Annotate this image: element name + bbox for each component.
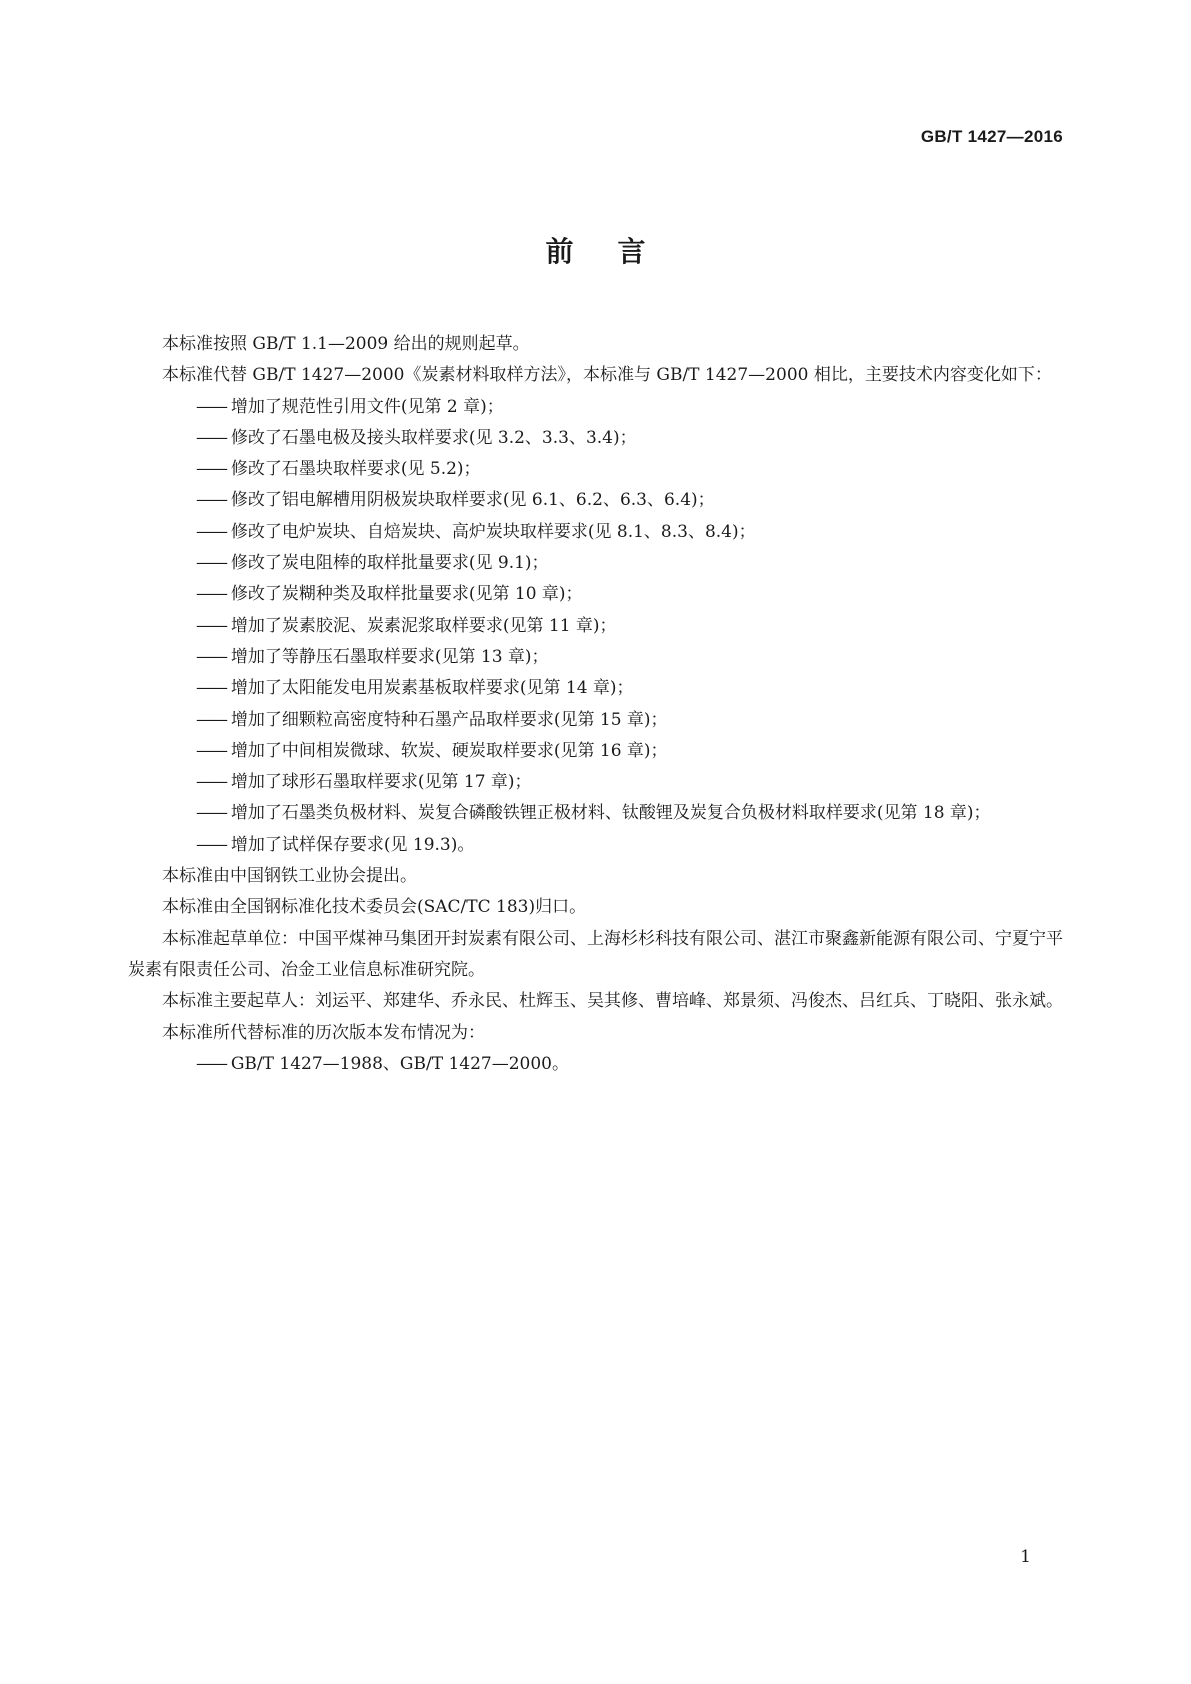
paragraph-drafting-rules: 本标准按照 GB/T 1.1—2009 给出的规则起草。 — [162, 334, 530, 354]
list-item — [128, 705, 1063, 736]
list-item — [128, 454, 1063, 485]
list-item-text: 增加了试样保存要求(见 19.3)。 — [230, 834, 475, 855]
list-item — [128, 579, 1063, 610]
dash-mark: —— — [196, 584, 226, 605]
dash-mark: —— — [196, 490, 226, 511]
page-title: 前言 — [545, 235, 690, 268]
list-item — [128, 736, 1063, 767]
history-list — [128, 1049, 1063, 1080]
dash-mark: —— — [196, 740, 226, 761]
paragraph-drafters: 本标准主要起草人：刘运平、郑建华、乔永民、杜辉玉、吴其修、曹培峰、郑景须、冯俊杰、吕红兵、丁晓阳、张永斌。 — [162, 991, 1063, 1012]
list-item — [128, 517, 1063, 548]
list-item-text: 修改了石墨电极及接头取样要求(见 3.2、3.3、3.4)； — [230, 427, 637, 448]
list-item-text: 增加了球形石墨取样要求(见第 17 章)； — [230, 772, 532, 793]
foreword-body — [128, 329, 1063, 1080]
list-item — [128, 767, 1063, 798]
list-item-text: 修改了电炉炭块、自焙炭块、高炉炭块取样要求(见 8.1、8.3、8.4)； — [230, 521, 756, 542]
list-item — [128, 548, 1063, 579]
page-number: 1 — [1020, 1547, 1031, 1567]
dash-mark: —— — [196, 459, 226, 480]
list-item — [128, 392, 1063, 423]
list-item — [128, 611, 1063, 642]
dash-mark: —— — [196, 803, 226, 824]
paragraph-committee: 本标准由全国钢标准化技术委员会(SAC/TC 183)归口。 — [162, 897, 587, 918]
list-item — [128, 830, 1063, 861]
list-item-text: 修改了炭糊种类及取样批量要求(见第 10 章)； — [230, 584, 583, 605]
list-item-text: 增加了规范性引用文件(见第 2 章)； — [230, 396, 504, 417]
list-item — [128, 423, 1063, 454]
list-item-text: GB/T 1427—1988、GB/T 1427—2000。 — [230, 1053, 569, 1074]
paragraph-history-intro: 本标准所代替标准的历次版本发布情况为： — [162, 1022, 485, 1043]
list-item-text: 增加了中间相炭微球、软炭、硬炭取样要求(见第 16 章)； — [230, 740, 668, 761]
standard-code: GB/T 1427—2016 — [920, 127, 1063, 146]
list-item-text: 增加了太阳能发电用炭素基板取样要求(见第 14 章)； — [230, 678, 634, 699]
paragraph-proposer: 本标准由中国钢铁工业协会提出。 — [162, 866, 417, 887]
dash-mark: —— — [196, 1053, 226, 1074]
list-item-text: 增加了炭素胶泥、炭素泥浆取样要求(见第 11 章)； — [230, 615, 617, 636]
list-item — [128, 798, 1063, 829]
changes-list — [128, 392, 1063, 861]
list-item-text: 增加了石墨类负极材料、炭复合磷酸铁锂正极材料、钛酸锂及炭复合负极材料取样要求(见第 18 章)； — [230, 803, 991, 824]
dash-mark: —— — [196, 521, 226, 542]
list-item-text: 增加了等静压石墨取样要求(见第 13 章)； — [230, 646, 549, 667]
dash-mark: —— — [196, 646, 226, 667]
paragraph-replacement: 本标准代替 GB/T 1427—2000《炭素材料取样方法》，本标准与 GB/T 1427—2000 相比，主要技术内容变化如下： — [162, 365, 1052, 386]
list-item — [128, 673, 1063, 704]
list-item — [128, 642, 1063, 673]
dash-mark: —— — [196, 427, 226, 448]
dash-mark: —— — [196, 553, 226, 574]
list-item-text: 修改了炭电阻棒的取样批量要求(见 9.1)； — [230, 553, 549, 574]
dash-mark: —— — [196, 834, 226, 855]
dash-mark: —— — [196, 615, 226, 636]
dash-mark: —— — [196, 396, 226, 417]
paragraph-drafting-units: 本标准起草单位：中国平煤神马集团开封炭素有限公司、上海杉杉科技有限公司、湛江市聚鑫新能源有限公司、宁夏宁平炭素有限责任公司、冶金工业信息标准研究院。 — [128, 928, 1063, 980]
dash-mark: —— — [196, 709, 226, 730]
list-item-text: 修改了铝电解槽用阴极炭块取样要求(见 6.1、6.2、6.3、6.4)； — [230, 490, 715, 511]
dash-mark: —— — [196, 772, 226, 793]
list-item-text: 修改了石墨块取样要求(见 5.2)； — [230, 459, 481, 480]
list-item — [128, 1049, 1063, 1080]
list-item-text: 增加了细颗粒高密度特种石墨产品取样要求(见第 15 章)； — [230, 709, 668, 730]
dash-mark: —— — [196, 678, 226, 699]
list-item — [128, 485, 1063, 516]
